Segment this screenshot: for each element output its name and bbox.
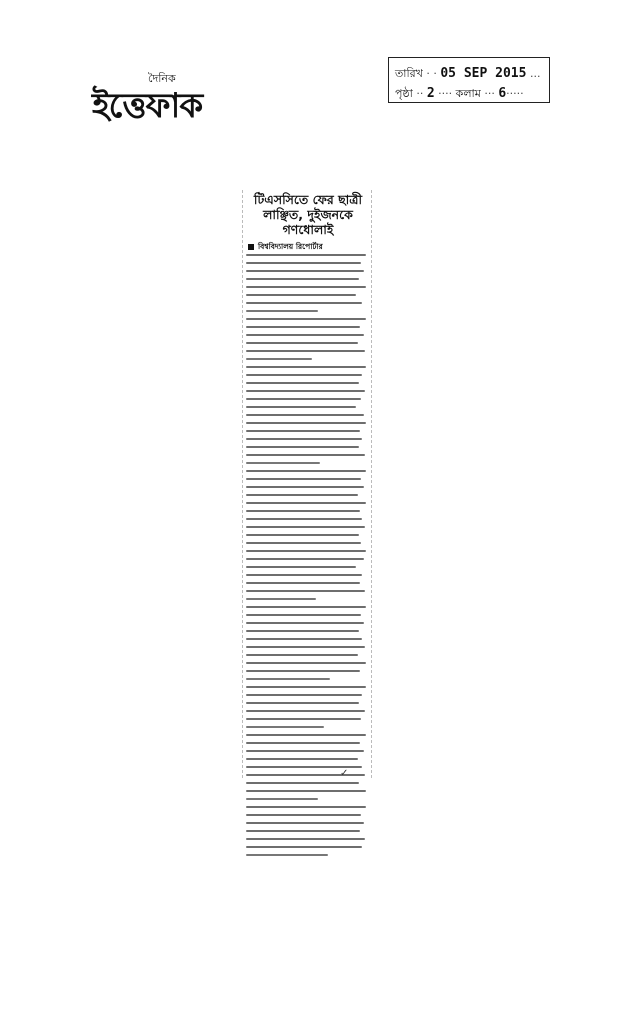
body-text-line — [246, 790, 366, 792]
body-text-line — [246, 270, 364, 272]
body-text-line — [246, 470, 366, 472]
stamp-date-label: তারিখ — [395, 67, 423, 80]
body-text-line — [246, 830, 360, 832]
body-text-line — [246, 310, 318, 312]
body-text-line — [246, 526, 365, 528]
headline-line-2: লাঞ্ছিত, দুইজনকে — [263, 207, 353, 222]
body-text-line — [246, 382, 359, 384]
body-text-line — [246, 654, 358, 656]
body-text-line — [246, 518, 362, 520]
stamp-date-value: 05 SEP 2015 — [440, 66, 527, 81]
body-text-line — [246, 262, 361, 264]
byline-bullet-icon — [248, 244, 254, 250]
body-text-line — [246, 326, 360, 328]
body-text-line — [246, 366, 366, 368]
body-text-line — [246, 734, 366, 736]
body-text-line — [246, 550, 366, 552]
body-text-line — [246, 542, 361, 544]
body-text-line — [246, 422, 366, 424]
body-text-line — [246, 622, 364, 624]
body-text-line — [246, 686, 366, 688]
body-text-line — [246, 750, 364, 752]
body-text-line — [246, 662, 366, 664]
body-text-line — [246, 710, 365, 712]
body-text-line — [246, 254, 366, 256]
body-text-line — [246, 590, 365, 592]
stamp-column-label: কলাম — [455, 87, 481, 100]
body-text-line — [246, 614, 361, 616]
body-text-line — [246, 822, 364, 824]
body-text-line — [246, 854, 328, 856]
body-text-line — [246, 534, 359, 536]
body-text-line — [246, 342, 358, 344]
body-text-line — [246, 718, 361, 720]
stamp-page-value: 2 — [426, 86, 435, 101]
body-text-line — [246, 726, 324, 728]
byline-text: বিশ্ববিদ্যালয় রিপোর্টার — [258, 242, 323, 251]
body-text-line — [246, 398, 361, 400]
stamp-column-value: 6 — [498, 86, 507, 101]
stamp-date-row: তারিখ · · 05 SEP 2015 ... — [395, 66, 541, 81]
news-clipping — [242, 190, 372, 778]
body-text-line — [246, 478, 361, 480]
body-text-line — [246, 574, 362, 576]
body-text-line — [246, 566, 356, 568]
masthead-title: ইত্তেফাক — [92, 86, 203, 126]
body-text-line — [246, 630, 359, 632]
body-text-line — [246, 294, 356, 296]
body-text-line — [246, 406, 356, 408]
body-text-line — [246, 390, 365, 392]
masthead-subtitle: দৈনিক — [148, 72, 176, 85]
body-text-line — [246, 502, 366, 504]
body-text-line — [246, 742, 360, 744]
body-text-line — [246, 302, 362, 304]
body-text-line — [246, 806, 366, 808]
body-text-line — [246, 494, 358, 496]
body-text-line — [246, 278, 359, 280]
body-text-line — [246, 318, 366, 320]
body-text-line — [246, 374, 362, 376]
body-text-line — [246, 598, 316, 600]
body-text-line — [246, 510, 360, 512]
body-text-line — [246, 638, 362, 640]
body-text-line — [246, 846, 362, 848]
body-text-line — [246, 694, 362, 696]
article-headline — [248, 192, 368, 237]
body-text-line — [246, 582, 360, 584]
body-text-line — [246, 606, 366, 608]
body-text-line — [246, 646, 365, 648]
body-text-line — [246, 486, 364, 488]
body-text-line — [246, 678, 330, 680]
body-text-line — [246, 430, 360, 432]
clipping-stamp — [388, 57, 550, 103]
body-text-line — [246, 358, 312, 360]
end-mark-icon: ✓ — [340, 768, 349, 779]
body-text-line — [246, 702, 359, 704]
body-text-line — [246, 414, 364, 416]
body-text-line — [246, 350, 365, 352]
body-text-line — [246, 758, 358, 760]
body-text-line — [246, 454, 365, 456]
body-text-line — [246, 814, 361, 816]
body-text-line — [246, 782, 359, 784]
stamp-page-row: পৃষ্ঠা ·· 2 ···· কলাম ··· 6····· — [395, 86, 524, 101]
headline-line-1: টিএসসিতে ফের ছাত্রী — [253, 192, 363, 207]
article-byline — [248, 242, 368, 254]
body-text-line — [246, 798, 318, 800]
headline-line-3: গণধোলাই — [282, 222, 334, 237]
body-text-line — [246, 438, 362, 440]
stamp-page-label: পৃষ্ঠা — [395, 87, 413, 100]
body-text-line — [246, 670, 360, 672]
body-text-line — [246, 334, 364, 336]
body-text-line — [246, 558, 364, 560]
body-text-line — [246, 462, 320, 464]
body-text-line — [246, 446, 359, 448]
body-text-line — [246, 838, 365, 840]
body-text-line — [246, 286, 366, 288]
